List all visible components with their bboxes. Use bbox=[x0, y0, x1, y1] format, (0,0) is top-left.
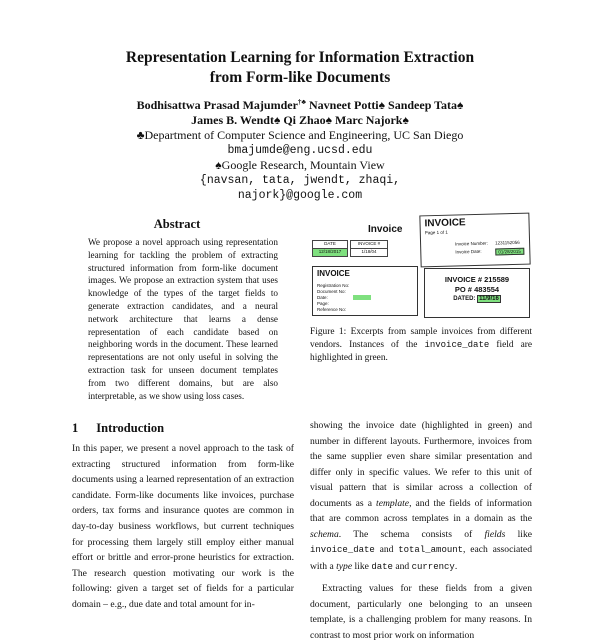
panel-2-subtitle: Page 1 of 1 bbox=[424, 229, 448, 236]
author-block bbox=[0, 95, 600, 203]
panel-1-invoice-value bbox=[350, 248, 388, 257]
right-p1-g: like bbox=[354, 560, 369, 572]
panel-1-invoice-label: INVOICE # bbox=[357, 241, 381, 246]
right-p1-e: and bbox=[379, 544, 394, 555]
panel-4-date bbox=[425, 296, 529, 302]
right-p1-b: , and the fields of information that are common across templates in a domain as the bbox=[310, 497, 532, 524]
right-column bbox=[310, 418, 532, 643]
panel-2-label-1: Invoice Number: bbox=[455, 240, 488, 247]
author-first-sup: †♣ bbox=[297, 98, 306, 106]
authors-line-1 bbox=[0, 95, 600, 113]
affiliation-ucsd: ♣Department of Computer Science and Engineering, UC San Diego bbox=[136, 128, 464, 142]
panel-3-line-3: Date: bbox=[317, 295, 328, 300]
intro-heading bbox=[72, 421, 164, 436]
term-fields: fields bbox=[484, 528, 506, 540]
invoice-panel-1 bbox=[310, 210, 408, 258]
code-invoice-date: invoice_date bbox=[310, 545, 375, 555]
panel-3-line-1: Registration No: bbox=[317, 283, 350, 288]
author-first: Bodhisattwa Prasad Majumder bbox=[136, 98, 298, 112]
right-para-1 bbox=[310, 418, 532, 575]
code-date: date bbox=[371, 561, 393, 572]
panel-2-value-2: 01/28/2015 bbox=[495, 248, 524, 256]
panel-3-line-5: Reference No: bbox=[317, 307, 347, 312]
intro-section-title: Introduction bbox=[96, 421, 165, 435]
code-total-amount: total_amount bbox=[398, 545, 464, 555]
caption-part-a: Figure 1: Excerpts from sample invoices from different vendors. Instances of the bbox=[310, 327, 532, 350]
right-p1-a: showing the invoice date (highlighted in green) and number in different layouts. Furthermore, invoices from the same supplier even share similar presentation and differ only in specific values. We refer to this unit of visual pattern that is similar across a collection of documents as a bbox=[310, 420, 532, 509]
right-para-2: Extracting values for these fields from a given document, particularly one belonging to an unseen template, is a challenging problem for many reasons. In contrast to most prior work on information bbox=[310, 583, 532, 641]
email-ucsd: bmajumde@eng.ucsd.edu bbox=[227, 144, 373, 157]
figure-1-caption bbox=[310, 326, 532, 365]
affiliation-google: ♠Google Research, Mountain View bbox=[215, 158, 385, 172]
panel-3-date-highlight bbox=[353, 295, 371, 300]
right-p1-f: , each associated with a bbox=[310, 544, 532, 572]
panel-4-po-number: PO # 483554 bbox=[454, 285, 500, 294]
right-p1-i: . bbox=[454, 560, 458, 572]
panel-2-value-1: 1231152056 bbox=[495, 239, 520, 246]
right-p1-c: . The schema consists of bbox=[338, 528, 473, 540]
panel-2-label-2: Invoice Date: bbox=[455, 248, 482, 255]
email-google-2: najork}@google.com bbox=[237, 189, 363, 202]
right-p1-d: like bbox=[517, 528, 532, 540]
authors-line-2: James B. Wendt♠ Qi Zhao♠ Marc Najork♠ bbox=[191, 113, 409, 127]
term-type: type bbox=[336, 560, 353, 572]
panel-3-line-2: Document No: bbox=[317, 289, 346, 294]
invoice-panel-3 bbox=[312, 266, 418, 316]
paper-title bbox=[0, 48, 600, 88]
term-schema: schema bbox=[310, 528, 339, 540]
panel-4-invoice-number: INVOICE # 215589 bbox=[444, 275, 510, 284]
abstract-text: We propose a novel approach using representation learning for tackling the problem of extracting structured information from form-like document images. We propose an extraction system that uses knowledge of the types of the target fields to generate extraction candidates, and a neural network architecture that learns a dense representation of each candidate based on neighboring words in the document. These learned representations are not only useful in solving the extraction task for unseen document templates from two different domains, but are also interpretable, as we show using loss cases. bbox=[88, 237, 278, 401]
intro-section-number: 1 bbox=[72, 421, 79, 435]
invoice-panel-2 bbox=[419, 213, 530, 268]
panel-2-title: INVOICE bbox=[424, 217, 466, 230]
panel-1-date-value-text: 12/18/2017 bbox=[318, 249, 342, 254]
abstract-heading: Abstract bbox=[153, 217, 201, 231]
email-google-1: {navsan, tata, jwendt, zhaqi, bbox=[199, 174, 401, 187]
code-currency: currency bbox=[411, 561, 455, 572]
panel-4-date-label: DATED: bbox=[453, 296, 476, 302]
caption-code: invoice_date bbox=[424, 340, 490, 350]
panel-3-line-4: Page: bbox=[317, 301, 329, 306]
title-line-1: Representation Learning for Information Extraction bbox=[125, 49, 475, 66]
title-line-2: from Form-like Documents bbox=[209, 69, 391, 86]
authors-rest: Navneet Potti♠ Sandeep Tata♠ bbox=[309, 98, 464, 112]
panel-4-date-value: 11/9/16 bbox=[479, 296, 499, 302]
panel-3-title: INVOICE bbox=[317, 269, 350, 278]
panel-1-date-value bbox=[312, 248, 348, 257]
panel-1-invoice-value-text: 1/18/04 bbox=[361, 249, 377, 254]
panel-1-title: Invoice bbox=[368, 224, 403, 235]
caption-part-b: field are highlighted in green. bbox=[310, 340, 533, 363]
right-p1-h: and bbox=[395, 560, 410, 572]
intro-text: In this paper, we present a novel approach to the task of extracting structured information from form-like documents using a learned representation of an extraction candidate. Form-like documents like invoices, purchase orders, tax forms and insurance quotes are common in day-to-day business workflows, but current techniques for processing them largely still employ either manual effort or brittle and error-prone heuristics for extraction. The research question motivating our work is the following: given a target set of fields for a particular domain – e.g., due date and total amount for in- bbox=[72, 443, 294, 610]
invoice-panel-4 bbox=[424, 268, 530, 318]
panel-1-date-label: DATE bbox=[324, 241, 336, 246]
figure-1 bbox=[310, 210, 532, 318]
term-template: template bbox=[376, 497, 410, 509]
